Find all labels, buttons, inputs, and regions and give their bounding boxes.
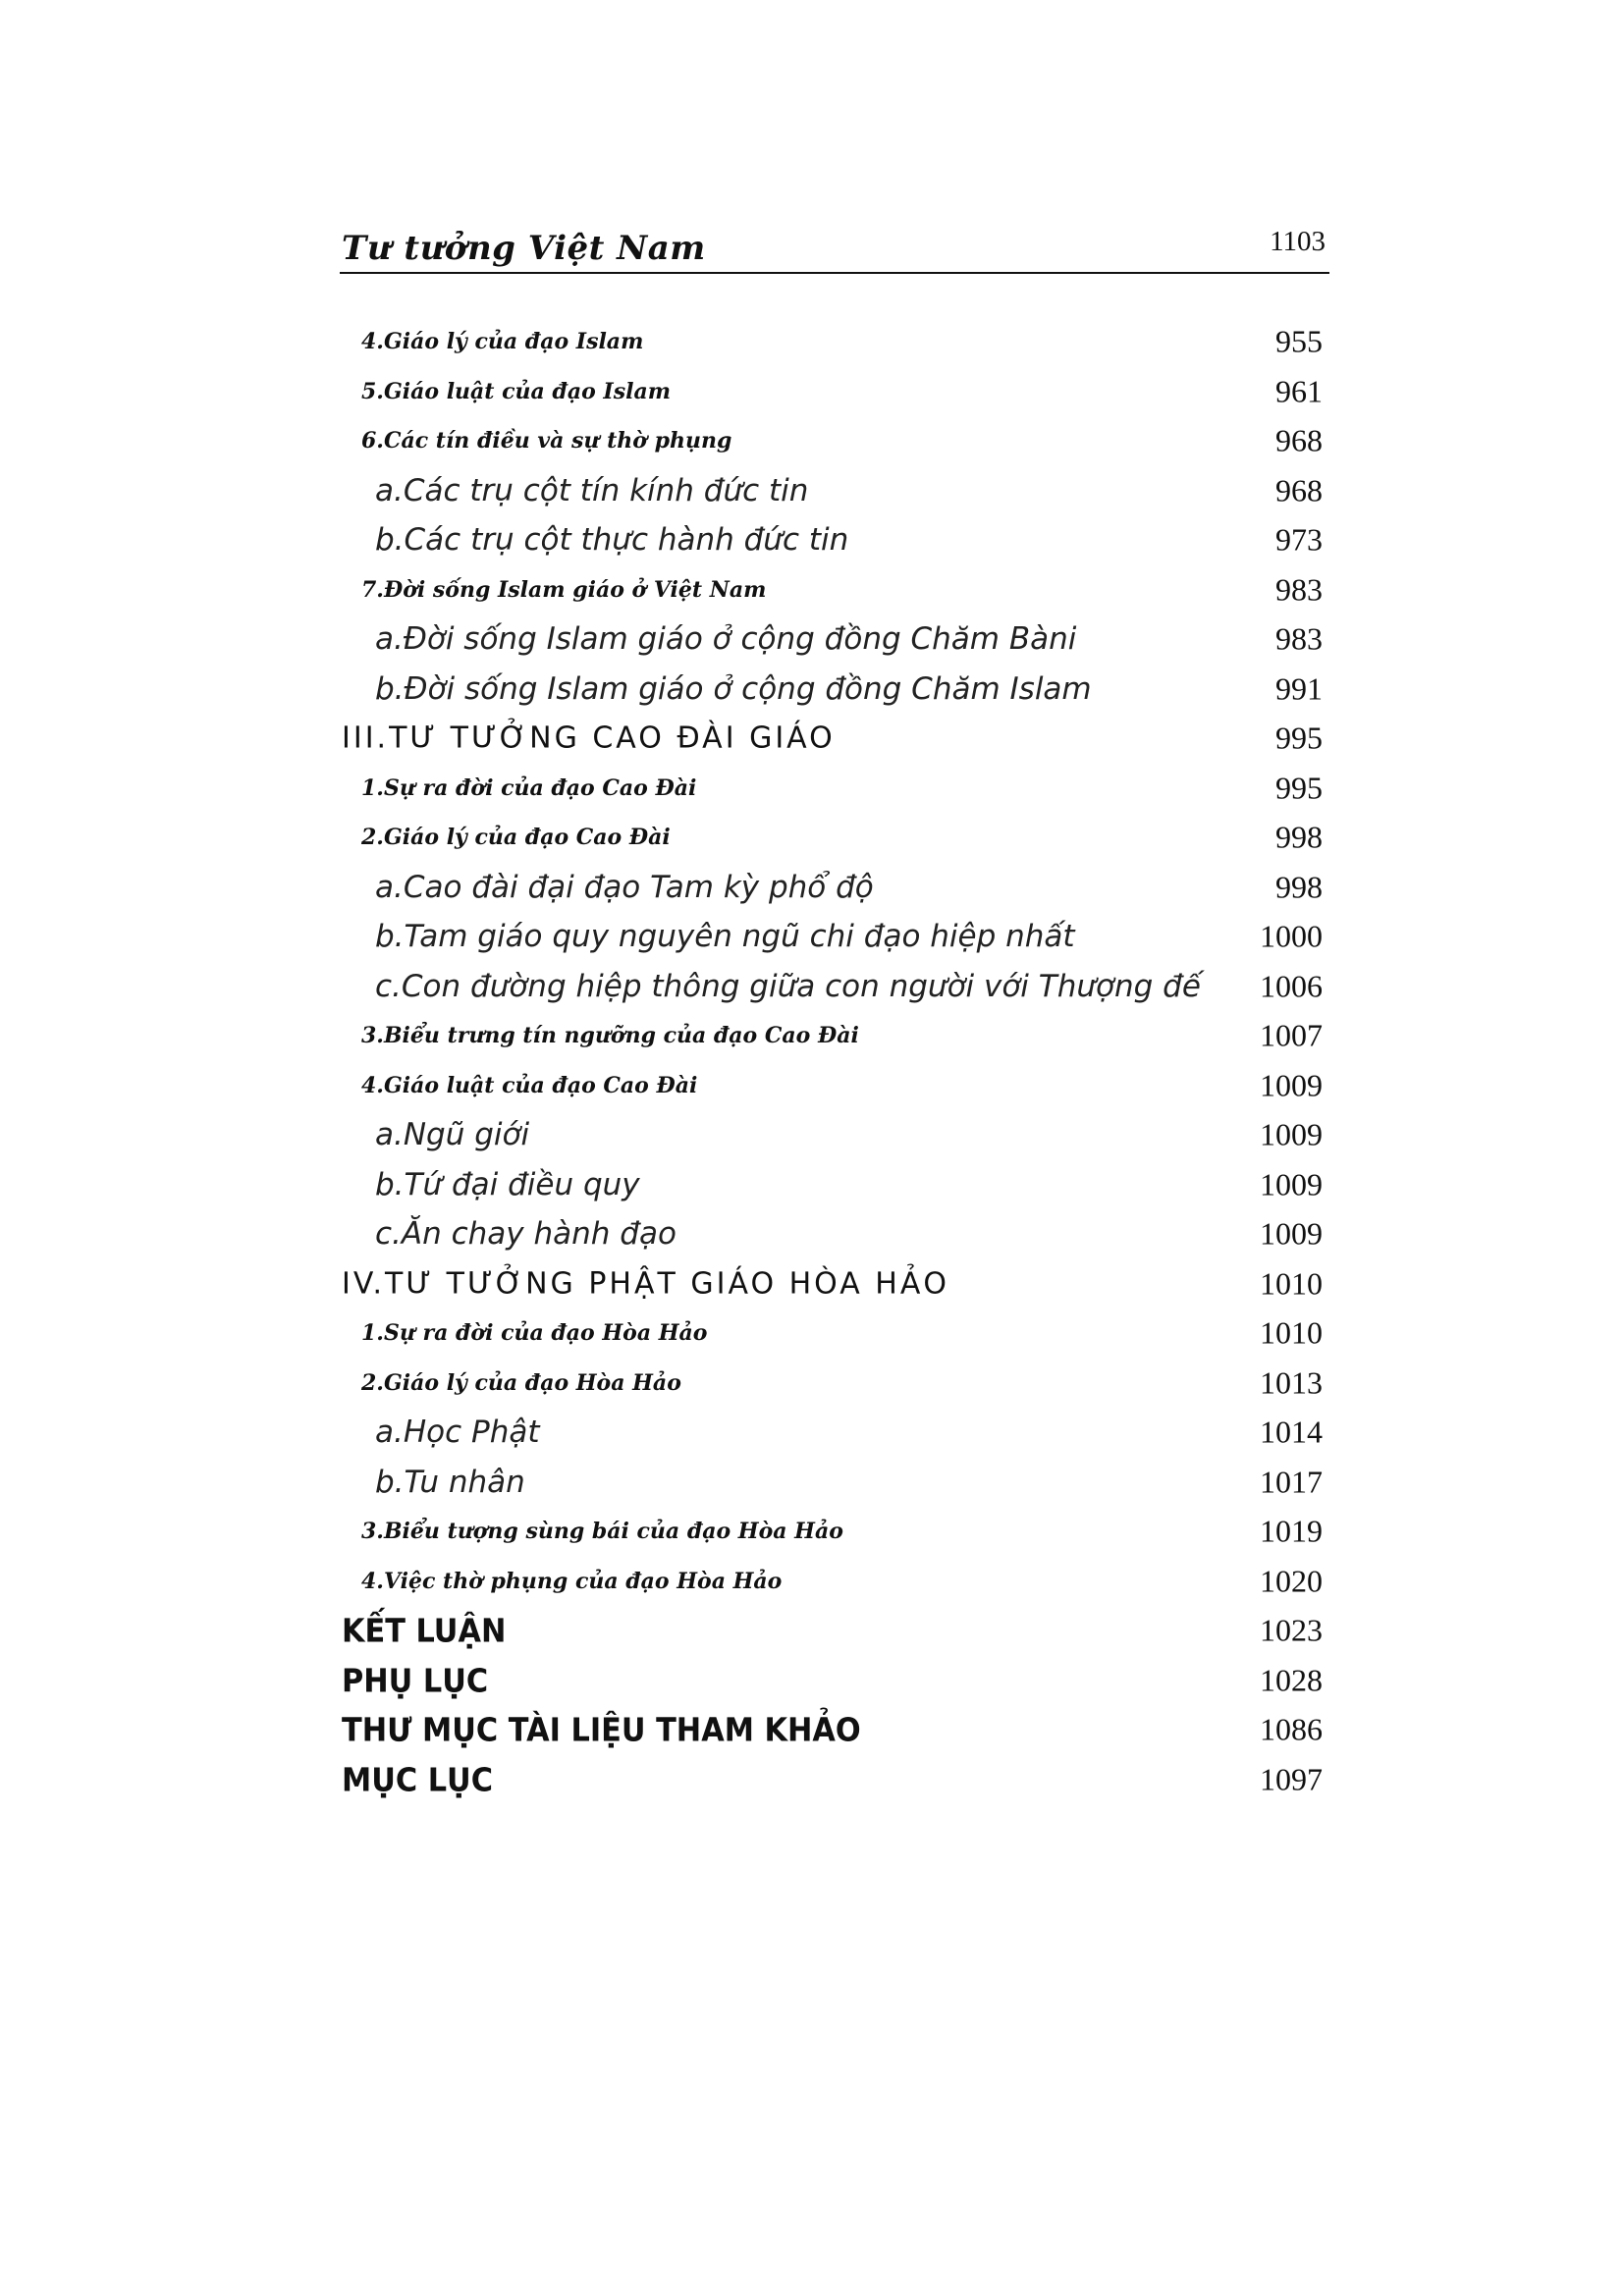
toc-entry-title: 4.Giáo luật của đạo Cao Đài xyxy=(361,1072,698,1098)
toc-entry-page-number: 1020 xyxy=(1260,1563,1323,1599)
toc-entry[interactable] xyxy=(340,813,1329,863)
toc-entry-title: 4.Giáo lý của đạo Islam xyxy=(361,329,644,355)
toc-entry[interactable] xyxy=(340,565,1329,615)
toc-entry-page-number: 998 xyxy=(1275,819,1323,855)
toc-entry[interactable] xyxy=(340,1160,1329,1210)
toc-entry-title: 1.Sự ra đời của đạo Cao Đài xyxy=(361,774,697,801)
toc-entry[interactable] xyxy=(340,1507,1329,1557)
toc-entry-title: b.Tu nhân xyxy=(375,1464,525,1500)
toc-entry-page-number: 983 xyxy=(1275,620,1323,657)
toc-entry-page-number: 1006 xyxy=(1260,968,1323,1004)
toc-entry-title: b.Tứ đại điều quy xyxy=(375,1166,640,1202)
toc-entry-page-number: 968 xyxy=(1275,472,1323,508)
toc-entry[interactable] xyxy=(340,1259,1329,1309)
toc-entry[interactable] xyxy=(340,1656,1329,1706)
toc-entry-title: 2.Giáo lý của đạo Cao Đài xyxy=(361,825,671,851)
page-header xyxy=(340,211,1329,274)
toc-entry-title: PHỤ LỤC xyxy=(342,1661,489,1700)
toc-entry-page-number: 1097 xyxy=(1260,1761,1323,1797)
toc-entry-title: a.Đời sống Islam giáo ở cộng đồng Chăm Bàni xyxy=(375,621,1077,658)
toc-entry-page-number: 1028 xyxy=(1260,1662,1323,1698)
toc-entry-title: c.Con đường hiệp thông giữa con người với Thượng đế xyxy=(375,968,1201,1004)
toc-entry-page-number: 1009 xyxy=(1260,1215,1323,1252)
toc-entry[interactable] xyxy=(340,614,1329,665)
toc-entry-title: 1.Sự ra đời của đạo Hòa Hảo xyxy=(361,1320,708,1347)
toc-entry-page-number: 1017 xyxy=(1260,1464,1323,1500)
toc-entry-title: 2.Giáo lý của đạo Hòa Hảo xyxy=(361,1369,681,1396)
toc-entry-page-number: 1086 xyxy=(1260,1711,1323,1747)
toc-entry[interactable] xyxy=(340,1705,1329,1755)
toc-entry-page-number: 1023 xyxy=(1260,1612,1323,1648)
toc-entry-page-number: 961 xyxy=(1275,373,1323,409)
toc-entry-title: b.Tam giáo quy nguyên ngũ chi đạo hiệp nhất xyxy=(375,919,1075,955)
running-title: Tư tưởng Việt Nam xyxy=(342,229,706,268)
toc-entry-page-number: 1019 xyxy=(1260,1513,1323,1549)
toc-entry[interactable] xyxy=(340,1755,1329,1805)
toc-entry-title: a.Các trụ cột tín kính đức tin xyxy=(375,472,809,508)
toc-entry-title: 3.Biểu tượng sùng bái của đạo Hòa Hảo xyxy=(361,1519,843,1545)
toc-entry-page-number: 1009 xyxy=(1260,1067,1323,1103)
toc-entry-page-number: 973 xyxy=(1275,521,1323,558)
toc-entry-title: 4.Việc thờ phụng của đạo Hòa Hảo xyxy=(361,1568,783,1594)
toc-entry-title: b.Đời sống Islam giáo ở cộng đồng Chăm Islam xyxy=(375,670,1092,707)
toc-entry[interactable] xyxy=(340,863,1329,913)
toc-entry[interactable] xyxy=(340,665,1329,715)
toc-entry-title: b.Các trụ cột thực hành đức tin xyxy=(375,522,849,559)
toc-entry-title: 3.Biểu trưng tín ngưỡng của đạo Cao Đài xyxy=(361,1023,859,1049)
toc-entry-title: 6.Các tín điều và sự thờ phụng xyxy=(361,428,732,454)
table-of-contents xyxy=(340,317,1329,1804)
toc-entry-page-number: 995 xyxy=(1275,770,1323,806)
toc-entry[interactable] xyxy=(340,416,1329,466)
toc-entry-title: 5.Giáo luật của đạo Islam xyxy=(361,378,671,404)
toc-entry-title: 7.Đời sống Islam giáo ở Việt Nam xyxy=(361,576,767,603)
toc-entry-title: a.Cao đài đại đạo Tam kỳ phổ độ xyxy=(375,869,874,905)
toc-entry[interactable] xyxy=(340,1606,1329,1656)
toc-entry-title: c.Ăn chay hành đạo xyxy=(375,1216,677,1253)
toc-entry[interactable] xyxy=(340,912,1329,962)
toc-entry-title: a.Học Phật xyxy=(375,1415,540,1451)
toc-entry[interactable] xyxy=(340,1209,1329,1259)
toc-entry[interactable] xyxy=(340,1359,1329,1409)
toc-entry-page-number: 995 xyxy=(1275,720,1323,756)
toc-entry-page-number: 991 xyxy=(1275,670,1323,707)
toc-entry-title: a.Ngũ giới xyxy=(375,1117,530,1153)
toc-entry-title: III.TƯ TƯỞNG CAO ĐÀI GIÁO xyxy=(342,721,836,756)
toc-entry[interactable] xyxy=(340,1308,1329,1359)
toc-entry-title: KẾT LUẬN xyxy=(342,1611,507,1650)
toc-entry-page-number: 998 xyxy=(1275,869,1323,905)
toc-entry[interactable] xyxy=(340,466,1329,516)
toc-entry[interactable] xyxy=(340,515,1329,565)
toc-entry-title: THƯ MỤC TÀI LIỆU THAM KHẢO xyxy=(342,1710,861,1749)
toc-entry-page-number: 1010 xyxy=(1260,1265,1323,1302)
toc-entry[interactable] xyxy=(340,1557,1329,1607)
toc-entry[interactable] xyxy=(340,1011,1329,1061)
toc-entry-page-number: 1000 xyxy=(1260,918,1323,954)
toc-entry[interactable] xyxy=(340,764,1329,814)
toc-entry[interactable] xyxy=(340,1458,1329,1508)
toc-entry[interactable] xyxy=(340,317,1329,367)
toc-entry-page-number: 1007 xyxy=(1260,1017,1323,1053)
toc-entry-page-number: 1014 xyxy=(1260,1414,1323,1450)
toc-entry-page-number: 1013 xyxy=(1260,1364,1323,1401)
toc-entry-page-number: 955 xyxy=(1275,323,1323,359)
toc-entry-title: IV.TƯ TƯỞNG PHẬT GIÁO HÒA HẢO xyxy=(342,1266,949,1302)
toc-entry-page-number: 968 xyxy=(1275,422,1323,458)
toc-entry-page-number: 1009 xyxy=(1260,1116,1323,1152)
toc-entry-page-number: 1010 xyxy=(1260,1314,1323,1351)
toc-entry[interactable] xyxy=(340,1408,1329,1458)
toc-entry[interactable] xyxy=(340,367,1329,417)
toc-entry-page-number: 983 xyxy=(1275,571,1323,608)
toc-entry[interactable] xyxy=(340,962,1329,1012)
toc-entry-page-number: 1009 xyxy=(1260,1166,1323,1202)
toc-entry[interactable] xyxy=(340,714,1329,764)
toc-entry-title: MỤC LỤC xyxy=(342,1760,493,1799)
page-number: 1103 xyxy=(1270,226,1326,257)
toc-entry[interactable] xyxy=(340,1110,1329,1160)
toc-entry[interactable] xyxy=(340,1061,1329,1111)
